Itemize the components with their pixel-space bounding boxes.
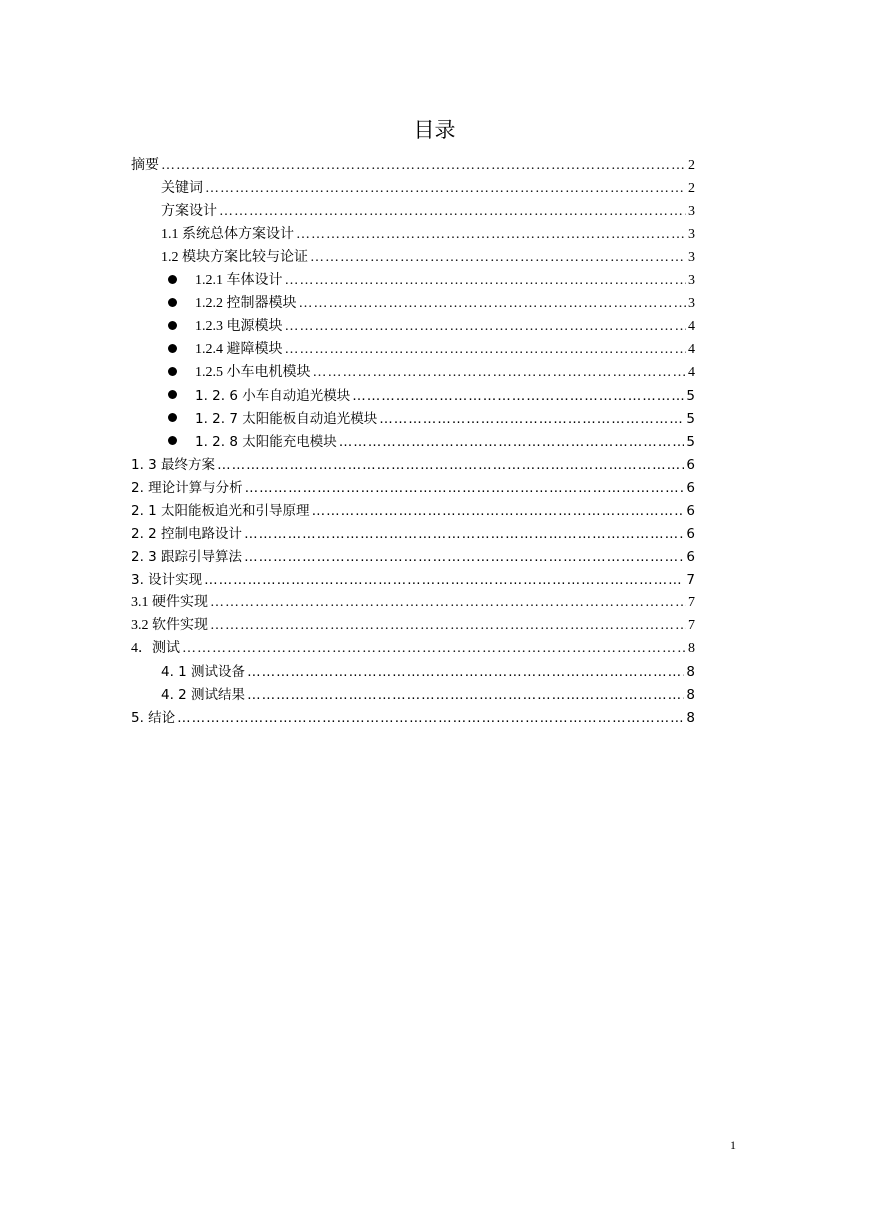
toc-entry-1-3[interactable] xyxy=(131,451,695,473)
toc-entry-page: 7 xyxy=(686,572,695,588)
toc-entry-page: 4 xyxy=(688,365,695,380)
toc-entry-label: 4．测试 xyxy=(131,641,180,656)
toc-title: 目录 xyxy=(413,118,456,142)
toc-entry-label: 4. 2 测试结果 xyxy=(161,687,246,703)
toc-entry-label: 1. 3 最终方案 xyxy=(131,457,216,473)
toc-entry-label: 1.2.1 车体设计 xyxy=(195,273,283,288)
toc-entry-label: 3.1 硬件实现 xyxy=(131,595,208,610)
toc-entry-label: 1.2.4 避障模块 xyxy=(195,342,283,357)
toc-entry-page: 5 xyxy=(686,388,695,404)
dot-leader xyxy=(210,618,686,634)
toc-entry-1-2-8[interactable] xyxy=(168,428,695,450)
dot-leader xyxy=(310,250,686,266)
dot-leader xyxy=(285,319,687,335)
toc-entry-page: 3 xyxy=(688,273,695,288)
dot-leader xyxy=(177,710,684,726)
toc-entry-label: 1. 2. 6 小车自动追光模块 xyxy=(195,388,351,404)
dot-leader xyxy=(217,457,684,473)
toc-entry-page: 8 xyxy=(686,687,695,703)
dot-leader xyxy=(204,572,684,588)
bullet-icon xyxy=(168,390,177,399)
dot-leader xyxy=(244,549,684,565)
dot-leader xyxy=(312,503,685,519)
toc-entry-label: 4. 1 测试设备 xyxy=(161,664,246,680)
toc-entry-4[interactable] xyxy=(131,635,695,657)
toc-entry-label: 2. 3 跟踪引导算法 xyxy=(131,549,243,565)
toc-entry-page: 7 xyxy=(688,618,695,633)
dot-leader xyxy=(285,342,687,358)
dot-leader xyxy=(182,641,686,657)
toc-entry-label: 摘要 xyxy=(131,158,159,173)
toc-entry-page: 5 xyxy=(686,434,695,450)
toc-entry-page: 2 xyxy=(688,158,695,173)
toc-entry-page: 4 xyxy=(688,342,695,357)
toc-entry-page: 8 xyxy=(686,710,695,726)
toc-entry-2-1[interactable] xyxy=(131,497,695,519)
toc-entry-1-2-1[interactable] xyxy=(168,267,695,289)
toc-entry-abstract[interactable] xyxy=(131,152,695,174)
toc-entry-1-2-5[interactable] xyxy=(168,359,695,381)
dot-leader xyxy=(247,664,684,680)
toc-entry-label: 关键词 xyxy=(161,181,203,196)
toc-entry-label: 1.2.5 小车电机模块 xyxy=(195,365,311,380)
toc-entry-4-1[interactable] xyxy=(161,658,695,680)
toc-entry-label: 1.1 系统总体方案设计 xyxy=(161,227,294,242)
page-number: 1 xyxy=(730,1138,736,1152)
toc-entry-page: 3 xyxy=(688,296,695,311)
toc-entry-page: 4 xyxy=(688,319,695,334)
toc-entry-page: 3 xyxy=(688,227,695,242)
toc-entry-5[interactable] xyxy=(131,704,695,726)
toc-entry-page: 6 xyxy=(686,526,695,542)
toc-entry-1-2-4[interactable] xyxy=(168,336,695,358)
dot-leader xyxy=(219,204,686,220)
bullet-icon xyxy=(168,367,177,376)
toc-entry-label: 1.2 模块方案比较与论证 xyxy=(161,250,308,265)
toc-entry-page: 5 xyxy=(686,411,695,427)
toc-entry-page: 2 xyxy=(688,181,695,196)
toc-entry-label: 1.2.2 控制器模块 xyxy=(195,296,297,311)
toc-entry-page: 7 xyxy=(688,595,695,610)
dot-leader xyxy=(244,526,684,542)
toc-entry-page: 6 xyxy=(686,480,695,496)
bullet-icon xyxy=(168,275,177,284)
toc-entry-2-3[interactable] xyxy=(131,543,695,565)
toc-entry-label: 2. 理论计算与分析 xyxy=(131,480,243,496)
bullet-icon xyxy=(168,321,177,330)
dot-leader xyxy=(313,365,687,381)
toc-entry-4-2[interactable] xyxy=(161,681,695,703)
dot-leader xyxy=(285,273,687,289)
toc-entry-page: 3 xyxy=(688,250,695,265)
toc-entry-1-2-3[interactable] xyxy=(168,313,695,335)
dot-leader xyxy=(210,595,686,611)
toc-entry-page: 8 xyxy=(688,641,695,656)
dot-leader xyxy=(352,388,684,404)
toc-entry-1-2[interactable] xyxy=(161,244,695,266)
toc-entry-1-1[interactable] xyxy=(161,221,695,243)
toc-entry-1-2-2[interactable] xyxy=(168,290,695,312)
toc-entry-2[interactable] xyxy=(131,474,695,496)
toc-entry-label: 1.2.3 电源模块 xyxy=(195,319,283,334)
dot-leader xyxy=(161,158,686,174)
toc-entry-page: 6 xyxy=(686,549,695,565)
toc-entry-page: 8 xyxy=(686,664,695,680)
toc-entry-1-2-6[interactable] xyxy=(168,382,695,404)
toc-entry-label: 2. 1 太阳能板追光和引导原理 xyxy=(131,503,310,519)
bullet-icon xyxy=(168,436,177,445)
dot-leader xyxy=(339,434,685,450)
toc-entry-label: 3. 设计实现 xyxy=(131,572,203,588)
toc-entry-page: 6 xyxy=(686,457,695,473)
toc-entry-2-2[interactable] xyxy=(131,520,695,542)
toc-entry-3-2[interactable] xyxy=(131,612,695,634)
dot-leader xyxy=(296,227,686,243)
dot-leader xyxy=(299,296,687,312)
toc-entry-3-1[interactable] xyxy=(131,589,695,611)
toc-entry-page: 6 xyxy=(686,503,695,519)
bullet-icon xyxy=(168,413,177,422)
toc-entry-label: 2. 2 控制电路设计 xyxy=(131,526,243,542)
toc-entry-scheme-design[interactable] xyxy=(161,198,695,220)
dot-leader xyxy=(205,181,686,197)
bullet-icon xyxy=(168,298,177,307)
toc-entry-page: 3 xyxy=(688,204,695,219)
toc-entry-label: 1. 2. 8 太阳能充电模块 xyxy=(195,434,337,450)
toc-entry-label: 5. 结论 xyxy=(131,710,176,726)
dot-leader xyxy=(379,411,684,427)
bullet-icon xyxy=(168,344,177,353)
toc-entry-label: 3.2 软件实现 xyxy=(131,618,208,633)
dot-leader xyxy=(247,687,684,703)
toc-entry-3[interactable] xyxy=(131,566,695,588)
toc-entry-keywords[interactable] xyxy=(161,175,695,197)
toc-entry-1-2-7[interactable] xyxy=(168,405,695,427)
toc-entry-label: 1. 2. 7 太阳能板自动追光模块 xyxy=(195,411,378,427)
dot-leader xyxy=(245,480,685,496)
toc-entry-label: 方案设计 xyxy=(161,204,217,219)
